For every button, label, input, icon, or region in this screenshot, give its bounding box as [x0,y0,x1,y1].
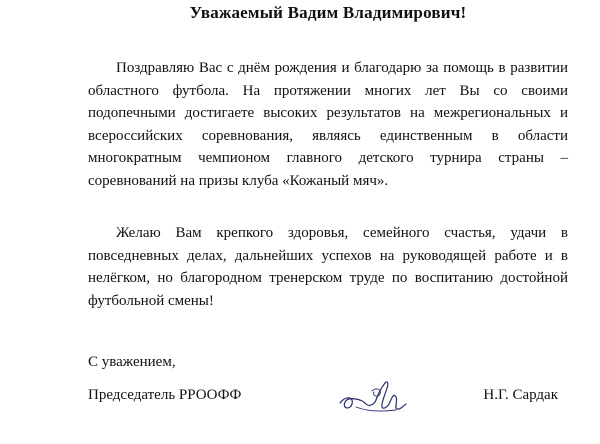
paragraph-wishes-text: Желаю Вам крепкого здоровья, семейного счастья, удачи в повседневных делах, дальнейших успехов на руководящей работе и в нелёгком, но благородном тренерском труде по воспитанию достойной футбольной смены! [88,225,568,309]
paragraph-congratulations-text: Поздравляю Вас с днём рождения и благодарю за помощь в развитии областного футбола. На протяжении многих лет Вы со своими подопечными достигаете высоких результатов на межрегиональных и всероссийских соревнования, являясь единственным в области многократным чемпионом главного детского турнира страны – соревнований на призы клуба «Кожаный мяч». [88,60,568,189]
handwritten-signature [336,377,410,417]
paragraph-wishes [88,222,568,312]
signer-name: Н.Г. Сардак [483,387,558,403]
letter [88,0,568,444]
position-title: Председатель РРООФФ [88,387,242,403]
greeting: Уважаемый Вадим Владимирович! [189,3,467,22]
paragraph-congratulations [88,57,568,192]
closing: С уважением, [88,354,176,370]
signature-row [88,387,568,417]
